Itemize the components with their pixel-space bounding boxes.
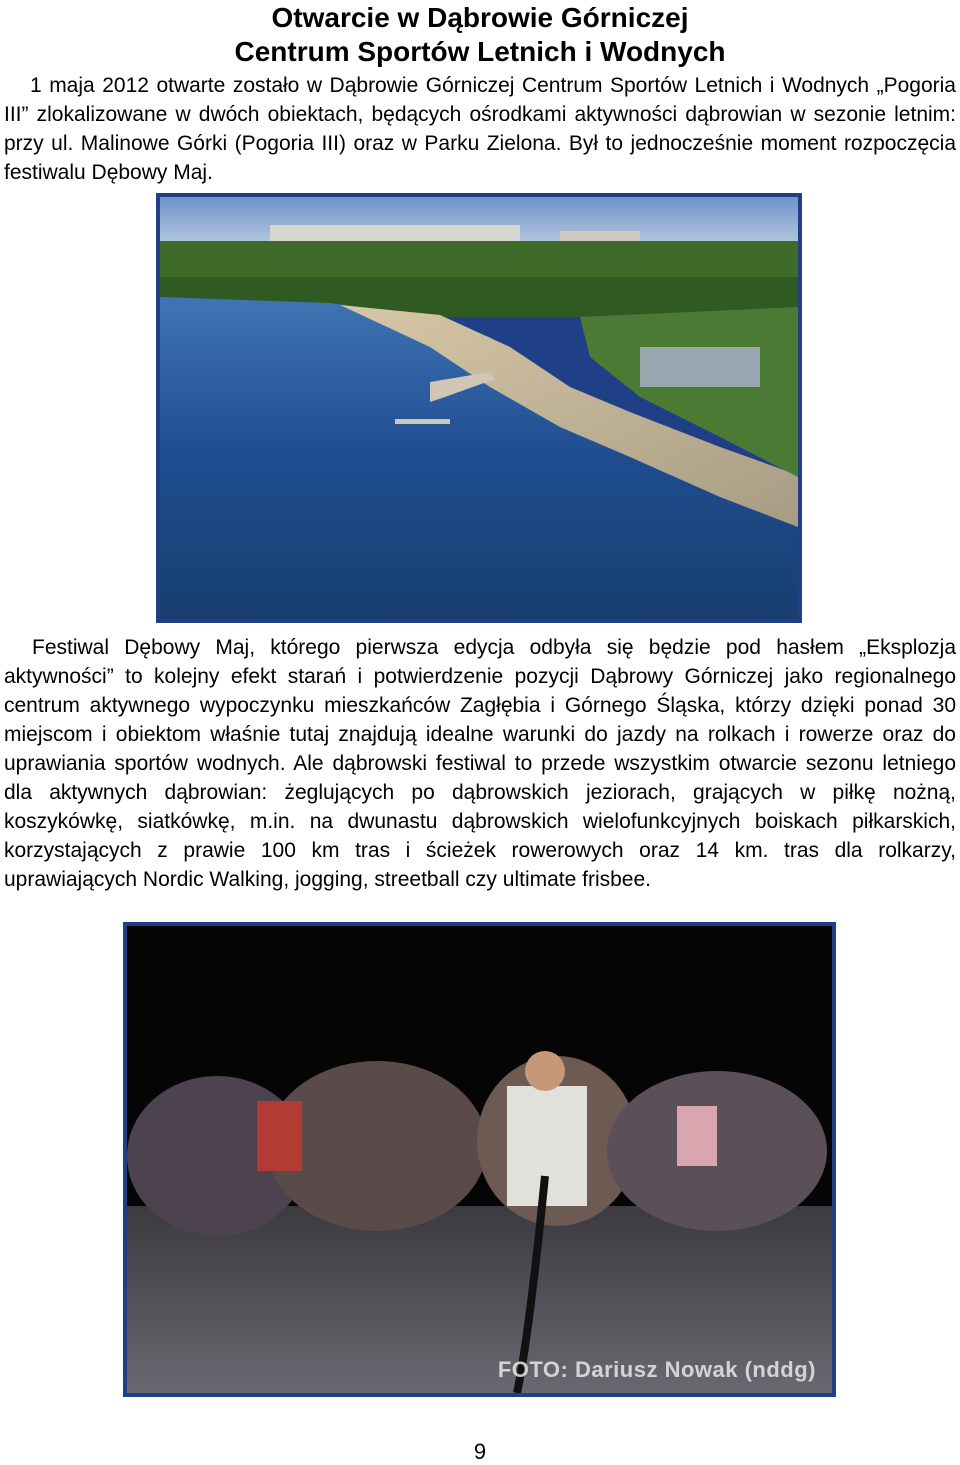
page-title-line-2: Centrum Sportów Letnich i Wodnych [234, 36, 726, 67]
aerial-lake-photo-icon [160, 197, 798, 619]
photo-credit: FOTO: Dariusz Nowak (nddg) [497, 1357, 816, 1382]
night-crowd-photo-icon [127, 926, 832, 1393]
page-title-line-1: Otwarcie w Dąbrowie Górniczej [271, 2, 689, 33]
intro-paragraph: 1 maja 2012 otwarte zostało w Dąbrowie Górniczej Centrum Sportów Letnich i Wodnych „Pogoria III” zlokalizowane w dwóch obiektach, będących ośrodkami aktywności dąbrowian w sezonie letnim: przy ul. Malinowe Górki (Pogoria III) oraz w Parku Zielona. Był to jednocześnie moment rozpoczęcia festiwalu Dębowy Maj. [4, 74, 956, 184]
lake-photo [156, 193, 802, 623]
festival-paragraph: Festiwal Dębowy Maj, którego pierwsza edycja odbyła się będzie pod hasłem „Eksplozja aktywności” to kolejny efekt starań i potwierdzenie pozycji Dąbrowy Górniczej jako regionalnego centrum aktywnego wypoczynku mieszkańców Zagłębia i Górnego Śląska, którzy dzięki ponad 30 miejscom i obiektom właśnie tutaj znajdują idealne warunki do jazdy na rolkach i rowerze oraz do uprawiania sportów wodnych. Ale dąbrowski festiwal to przede wszystkim otwarcie sezonu letniego dla aktywnych dąbrowian: żeglujących po dąbrowskich jeziorach, grających w piłkę nożną, koszykówkę, siatkówkę, m.in. na dwunastu dąbrowskich wielofunkcyjnych boiskach piłkarskich, korzystających z prawie 100 km tras i ścieżek rowerowych oraz 14 km. tras dla rolkarzy, uprawiających Nordic Walking, jogging, streetball czy ultimate frisbee. [4, 636, 956, 891]
page-number: 9 [473, 1439, 487, 1464]
crowd-photo [123, 922, 836, 1397]
